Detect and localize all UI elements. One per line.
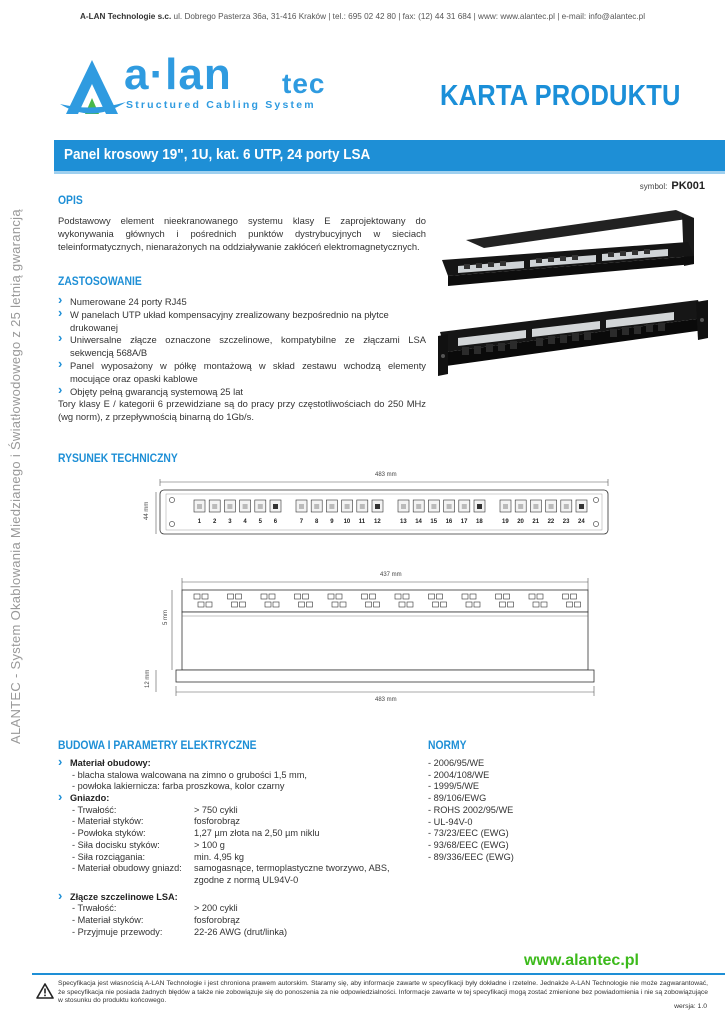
- front-drawing: [150, 478, 620, 540]
- list-item: › W panelach UTP układ kompensacyjny zrealizowany bezpośrednio na płytce drukowanej: [58, 309, 426, 335]
- port-jack: [503, 504, 508, 509]
- top-port-slot: [340, 602, 346, 607]
- top-port-slot: [269, 594, 275, 599]
- norm-item: - 89/336/EEC (EWG): [428, 851, 514, 862]
- spec-row: [58, 875, 418, 887]
- normy-list: [428, 758, 514, 863]
- norm-item: - 2006/95/WE: [428, 758, 485, 768]
- port-jack: [579, 504, 584, 509]
- front-width-label: 483 mm: [375, 472, 397, 478]
- norm-item: - 89/106/EWG: [428, 793, 487, 804]
- list-item: › Panel wyposażony w półkę montażową w skład zestawu wchodzą elementy mocujące oraz opaski kablowe: [58, 360, 426, 386]
- spec-key: - Powłoka styków:: [72, 828, 146, 839]
- norm-item: - 93/68/EEC (EWG): [428, 839, 509, 850]
- port-number: 18: [476, 519, 483, 525]
- spec-value: > 750 cykli: [194, 804, 238, 815]
- top-port-slot: [567, 602, 573, 607]
- port-number: 13: [400, 519, 407, 525]
- product-photo: [436, 204, 712, 390]
- port-jack: [401, 504, 406, 509]
- port-number: 21: [532, 519, 540, 525]
- top-port-slot: [362, 594, 368, 599]
- top-port-slot: [441, 602, 447, 607]
- port-number: 4: [243, 519, 247, 525]
- port-jack: [314, 504, 319, 509]
- port-jack: [212, 504, 217, 509]
- top-port-slot: [336, 594, 342, 599]
- top-port-slot: [236, 594, 242, 599]
- top-port-slot: [508, 602, 514, 607]
- top-port-slot: [374, 602, 380, 607]
- symbol-label: symbol:: [639, 182, 668, 191]
- spec-group-title: › Złącze szczelinowe LSA:: [58, 892, 418, 904]
- top-port-slot: [474, 602, 480, 607]
- spec-key: - Przyjmuje przewody:: [72, 926, 163, 937]
- top-port-slot: [395, 594, 401, 599]
- top-port-slot: [563, 594, 569, 599]
- top-port-slot: [437, 594, 443, 599]
- top-port-slot: [496, 594, 502, 599]
- port-jack: [549, 504, 554, 509]
- top-port-slot: [194, 594, 200, 599]
- port-jack: [477, 504, 482, 509]
- spec-key: - powłoka lakiernicza: farba proszkowa, kolor czarny: [72, 781, 285, 792]
- top-port-slot: [366, 602, 372, 607]
- port-number: 1: [197, 519, 202, 525]
- norm-item: - ROHS 2002/95/WE: [428, 804, 514, 815]
- spec-row: [58, 852, 418, 864]
- port-number: 5: [258, 519, 262, 525]
- port-number: 6: [273, 519, 278, 525]
- title-bar-shadow: [54, 171, 725, 174]
- port-jack: [227, 504, 232, 509]
- port-number: 17: [460, 519, 468, 525]
- top-port-slot: [466, 602, 472, 607]
- top-port-slot: [403, 594, 409, 599]
- port-jack: [243, 504, 248, 509]
- zastosowanie-heading: ZASTOSOWANIE: [58, 276, 142, 288]
- opis-heading: OPIS: [58, 195, 83, 207]
- port-number: 3: [228, 519, 232, 525]
- port-jack: [375, 504, 380, 509]
- spec-value: 1,27 µm złota na 2,50 µm niklu: [194, 828, 320, 839]
- spec-value: samogasnące, termoplastyczne tworzywo, ABS,: [194, 863, 390, 874]
- spec-row: [58, 805, 418, 817]
- spec-key: - Siła rozciągania:: [72, 851, 146, 862]
- port-jack: [533, 504, 538, 509]
- top-port-slot: [470, 594, 476, 599]
- port-jack: [462, 504, 467, 509]
- port-number: 23: [562, 519, 570, 525]
- top-port-slot: [198, 602, 204, 607]
- contact-line: [0, 12, 725, 21]
- top-port-slot: [332, 602, 338, 607]
- spec-row: [58, 816, 418, 828]
- top-port-slot: [265, 602, 271, 607]
- port-jack: [197, 504, 202, 509]
- list-item: › Numerowane 24 porty RJ45: [58, 296, 426, 309]
- top-port-slot: [571, 594, 577, 599]
- top-side-label: 12 mm: [145, 669, 151, 688]
- port-number: 24: [578, 519, 585, 525]
- top-port-slot: [261, 594, 267, 599]
- version-label: wersja: 1.0: [674, 1003, 707, 1010]
- contact-details: ul. Dobrego Pasterza 36a, 31-416 Kraków | tel.: 695 02 42 80 | fax: (12) 44 31 684 | www: www.alantec.pl | e-mail: info@alantec.pl: [173, 12, 646, 21]
- spec-row: [58, 915, 418, 927]
- spec-row: [58, 828, 418, 840]
- port-jack: [258, 504, 263, 509]
- spec-value: 22-26 AWG (drut/linka): [194, 926, 288, 937]
- norm-item: - 1999/5/WE: [428, 781, 480, 792]
- spec-row: [58, 781, 418, 793]
- port-jack: [447, 504, 452, 509]
- zastosowanie-list: [58, 296, 426, 398]
- top-port-slot: [240, 602, 246, 607]
- top-depth-label: 5 mm: [163, 610, 169, 625]
- port-number: 20: [517, 519, 524, 525]
- footer-divider: [32, 973, 725, 975]
- top-port-slot: [462, 594, 468, 599]
- spec-key: - Siła docisku styków:: [72, 839, 160, 850]
- top-port-slot: [533, 602, 539, 607]
- top-port-slot: [504, 594, 510, 599]
- norm-item: - UL-94V-0: [428, 816, 473, 827]
- top-inner-label: 437 mm: [380, 572, 402, 578]
- spec-group-title: › Gniazdo:: [58, 793, 418, 805]
- logo-word: a·lan: [124, 50, 232, 99]
- top-port-slot: [273, 602, 279, 607]
- zastosowanie-note: Tory klasy E / kategorii 6 przewidziane są do pracy przy częstotliwościach do 250 MHz (wg norm), z przepływnością binarną do 1Gb/s.: [58, 398, 426, 422]
- port-number: 9: [330, 519, 334, 525]
- top-port-slot: [299, 602, 305, 607]
- spec-value: fosforobrąz: [194, 914, 240, 925]
- website-link[interactable]: www.alantec.pl: [524, 952, 639, 969]
- budowa-specs: [58, 758, 418, 938]
- spec-row: [58, 903, 418, 915]
- top-port-slot: [370, 594, 376, 599]
- top-port-slot: [575, 602, 581, 607]
- top-port-slot: [206, 602, 212, 607]
- port-jack: [360, 504, 365, 509]
- spec-key: - Materiał styków:: [72, 816, 144, 827]
- symbol-value: PK001: [671, 180, 705, 192]
- top-port-slot: [399, 602, 405, 607]
- spec-row: [58, 927, 418, 939]
- top-port-slot: [328, 594, 334, 599]
- port-jack: [518, 504, 523, 509]
- opis-text: Podstawowy element nieekranowanego systemu klasy E zaprojektowany do wykonywania głównych i pośrednich punktów dystrybucyjnych w sieciach teleinformatycznych, nienarażonych na oddziaływanie zakłóceń elektromagnetycznych.: [58, 215, 426, 252]
- port-number: 14: [415, 519, 422, 525]
- port-number: 10: [343, 519, 351, 525]
- spec-value: > 200 cykli: [194, 903, 238, 914]
- top-port-slot: [541, 602, 547, 607]
- warning-icon: [36, 983, 54, 999]
- top-port-slot: [307, 602, 313, 607]
- company-name: A-LAN Technologie s.c.: [79, 12, 172, 21]
- spec-value: fosforobrąz: [194, 816, 240, 827]
- port-number: 12: [374, 519, 381, 525]
- top-port-slot: [202, 594, 208, 599]
- rysunek-heading: RYSUNEK TECHNICZNY: [58, 453, 178, 465]
- top-drawing: [150, 576, 620, 700]
- norm-item: - 2004/108/WE: [428, 769, 490, 780]
- spec-key: - Materiał obudowy gniazd:: [72, 863, 182, 874]
- footer-disclaimer: Specyfikacja jest własnością A-LAN Technologie i jest chroniona prawem autorskim. Staramy się, aby informacje zawarte w specyfikacji były dokładne i rzetelne. Jednakże A-LAN Technologie nie może zagwarantować, że specyfikacja nie posiada żadnych błędów a także nie zobowiązuje się do ponoszenia za nie odpowiedzialności. Informacje zawarte w tej specyfikacji mogą zostać zmienione bez powiadomienia i nie są zobowiązujące w stosunku do produktu końcowego.: [58, 980, 708, 1005]
- port-number: 7: [299, 519, 304, 525]
- port-number: 19: [502, 519, 509, 525]
- port-number: 16: [445, 519, 453, 525]
- top-port-slot: [433, 602, 439, 607]
- top-port-slot: [529, 594, 535, 599]
- port-number: 15: [430, 519, 438, 525]
- top-width-label: 483 mm: [375, 697, 397, 703]
- port-jack: [564, 504, 569, 509]
- top-port-slot: [228, 594, 234, 599]
- port-number: 8: [315, 519, 319, 525]
- port-number: 22: [547, 519, 555, 525]
- spec-key: - blacha stalowa walcowana na zimno o grubości 1,5 mm,: [72, 769, 307, 780]
- port-jack: [345, 504, 350, 509]
- budowa-heading: BUDOWA I PARAMETRY ELEKTRYCZNE: [58, 740, 257, 752]
- spec-group-title: › Materiał obudowy:: [58, 758, 418, 770]
- port-jack: [299, 504, 304, 509]
- top-port-slot: [295, 594, 301, 599]
- top-port-slot: [429, 594, 435, 599]
- product-title: Panel krosowy 19", 1U, kat. 6 UTP, 24 porty LSA: [64, 146, 371, 163]
- top-port-slot: [407, 602, 413, 607]
- top-port-slot: [303, 594, 309, 599]
- list-item: › Objęty pełną gwarancją systemową 25 lat: [58, 386, 426, 399]
- front-height-label: 44 mm: [144, 501, 150, 520]
- norm-item: - 73/23/EEC (EWG): [428, 828, 509, 839]
- spec-value: > 100 g: [194, 839, 225, 850]
- port-number: 11: [358, 519, 366, 525]
- spec-row: [58, 840, 418, 852]
- spec-row: [58, 770, 418, 782]
- port-jack: [273, 504, 278, 509]
- port-jack: [431, 504, 436, 509]
- doc-title: KARTA PRODUKTU: [440, 80, 681, 112]
- logo-suffix: tec: [282, 68, 326, 99]
- spec-key: - Trwałość:: [72, 903, 117, 914]
- spec-key: - Trwałość:: [72, 804, 117, 815]
- top-port-slot: [537, 594, 543, 599]
- spec-value: min. 4,95 kg: [194, 851, 245, 862]
- port-jack: [329, 504, 334, 509]
- logo-tagline: Structured Cabling System: [126, 99, 316, 111]
- side-text: ALANTEC - System Okablowania Miedzianego i Światłowodowego z 25 letnią gwarancją: [8, 209, 23, 744]
- spec-row: [58, 863, 418, 875]
- product-symbol: [640, 180, 705, 192]
- top-port-slot: [500, 602, 506, 607]
- port-number: 2: [213, 519, 217, 525]
- normy-heading: NORMY: [428, 740, 467, 752]
- port-jack: [416, 504, 421, 509]
- list-item: › Uniwersalne złącze oznaczone szczelinowe, kompatybilne ze złączami LSA sekwencją 568A/B: [58, 334, 426, 360]
- top-port-slot: [232, 602, 238, 607]
- spec-value: zgodne z normą UL94V-0: [194, 874, 299, 885]
- spec-key: - Materiał styków:: [72, 914, 144, 925]
